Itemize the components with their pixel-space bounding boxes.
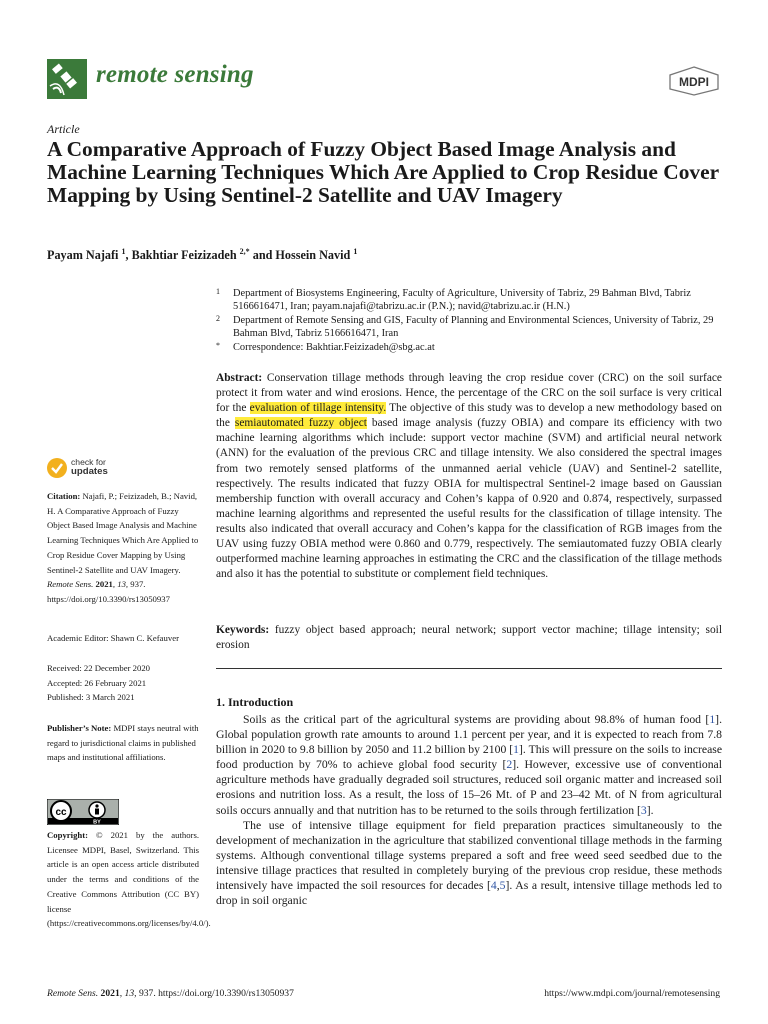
affiliation-text: Department of Biosystems Engineering, Faculty of Agriculture, University of Tabriz, 29 Bahman Blvd, Tabriz 5166616471, Iran; payam.najafi@tabrizu.ac.ir (P.N.); navid@tabrizu.ac.ir (H.N.) [233,288,691,313]
citation-label: Citation: [47,491,81,501]
footer-volume: , 13, [119,988,137,999]
copyright-notice [47,828,211,931]
paragraph-text: Soils as the critical part of the agricultural systems are providing about 98.8% of human food [ [243,713,710,726]
copyright-label: Copyright: [47,830,89,840]
reference-link[interactable]: 5 [499,879,506,893]
author-affil-mark: 1 [121,247,126,256]
check-updates-line1: check for [71,457,106,467]
author-affil-mark: 1 [353,247,358,256]
keywords-text: fuzzy object based approach; neural network; support vector machine; tillage intensity; soil erosion [216,624,722,652]
citation-volume: , 13, [112,579,129,590]
svg-text:cc: cc [55,807,67,818]
citation-text: Najafi, P.; Feizizadeh, B.; Navid, H. A Comparative Approach of Fuzzy Object Based Image Analysis and Machine Learning Techniques Which Are Applied to Crop Residue Cover Mapping by Using Sentinel-2 Satellite and UAV Imagery. [47,491,199,575]
academic-editor: Academic Editor: Shawn C. Kefauver [47,633,179,643]
publisher-note-label: Publisher’s Note: [47,723,112,733]
copyright-text: © 2021 by the authors. Licensee MDPI, Basel, Switzerland. This article is an open access article distributed under the terms and conditions of the Creative Commons Attribution (CC BY) license (https://creativecommons.org/licenses/by/4.0/). [47,830,211,929]
footer-journal-url[interactable]: https://www.mdpi.com/journal/remotesensing [544,988,720,999]
article-title: A Comparative Approach of Fuzzy Object Based Image Analysis and Machine Learning Techniques Which Are Applied to Crop Residue Cover Mapping by Using Sentinel-2 Satellite and UAV Imagery [47,137,719,207]
publication-dates [47,661,199,705]
affiliation-text: Department of Remote Sensing and GIS, Faculty of Planning and Environmental Sciences, University of Tabriz, 29 Bahman Blvd, Tabriz 5166616471, Iran [233,314,714,340]
published-date: Published: 3 March 2021 [47,692,135,703]
reference-link[interactable]: 3 [640,803,647,817]
paragraph [216,818,722,909]
footer-citation [47,988,294,999]
citation-block [47,489,199,607]
mdpi-logo [668,66,720,96]
correspondence-text: Correspondence: Bakhtiar.Feizizadeh@sbg.ac.at [233,341,435,353]
author-name[interactable]: Bakhtiar Feizizadeh [131,248,237,263]
author-list [47,247,357,263]
check-updates-line2: updates [71,466,108,477]
received-date: Received: 22 December 2020 [47,663,151,673]
paragraph-text: ]. As a result, intensive tillage methods led to drop in soil organic [216,879,722,908]
paragraph-text: ]. Global population growth rate amounts to around 1.1 percent per year, and it is expected to reach from 7.8 billion in 2020 to 9.8 billion by 2050 and 11.2 billion by 2100 [ [216,713,722,757]
affiliation-mark: 2 [216,313,220,323]
check-updates-label [71,458,108,476]
paragraph-text: The use of intensive tillage equipment for field preparation practices simultaneously to the development of mechanization in the agriculture that stabilized conventional tillage methods in the farming systems. Although conventional tillage systems prepared a soft and free weed seed seedbed due to the intensive tillage practices that resulted in completely burying of the previous crop residue, these methods intensively have impacted the soil resources for decades [ [216,818,722,893]
reference-link[interactable]: 1 [513,743,520,757]
satellite-icon [47,59,87,99]
affiliation-item [216,341,736,354]
author-affil-mark: 2,* [239,247,250,256]
publisher-note-text: MDPI stays neutral with regard to jurisdictional claims in published maps and institutional affiliations. [47,723,199,763]
affiliation-item [216,287,736,314]
check-updates-icon [46,457,68,479]
paragraph [216,712,722,818]
abstract-text: Conservation tillage methods through leaving the crop residue cover (CRC) on the soil surface protect it from water and wind erosions. Hence, the percentage of the CRC on the soil surface is very critical for the [216,372,722,415]
abstract-label: Abstract: [216,372,263,384]
paragraph-text: ]. This will pressure on the soils to increase food production by 70% to achieve global food security [ [216,743,723,772]
section-divider [216,668,722,669]
reference-link[interactable]: 2 [506,758,513,772]
keywords [216,623,722,653]
citation-journal: Remote Sens. [47,579,94,590]
highlighted-text[interactable]: evaluation of tillage intensity. [249,402,387,415]
affiliations [216,287,736,354]
cc-by-license-icon[interactable] [47,799,119,825]
check-for-updates-button[interactable] [46,455,136,483]
publisher-name: MDPI [679,75,709,89]
reference-link[interactable]: 4 [490,879,497,893]
author-separator: and [249,248,276,263]
journal-name: remote sensing [96,61,254,88]
keywords-label: Keywords: [216,624,270,636]
section-heading: 1. Introduction [216,695,294,709]
citation-year: 2021 [93,579,113,590]
accepted-date: Accepted: 26 February 2021 [47,677,147,688]
introduction-body [216,712,722,908]
highlighted-text[interactable]: semiautomated fuzzy object [234,417,367,430]
cc-by-label: BY [93,819,101,825]
footer-doi[interactable]: 937. https://doi.org/10.3390/rs13050937 [136,988,294,999]
paragraph-text: ]. However, excessive use of conventional agriculture methods have gradually degraded soil structures, reduced soil organic matter and increased soil erosions and nutrition loss. As a result, the loss of 15–26 Mt. of P and 23–42 Mt. of N from agricultural soils occurs annually and that nutrition has to be returned to the soils through fertilization [ [216,758,722,817]
abstract [216,371,722,582]
citation-doi[interactable]: 937. https://doi.org/10.3390/rs13050937 [47,579,170,604]
author-separator: , [125,248,132,263]
paragraph-text: ]. [646,803,654,817]
affiliation-mark: 1 [216,287,220,296]
article-type: Article [47,122,80,136]
author-name[interactable]: Payam Najafi [47,248,119,263]
footer-journal: Remote Sens. [47,988,99,999]
affiliation-mark: * [216,340,220,350]
footer-year: 2021 [98,988,120,999]
author-name[interactable]: Hossein Navid [275,248,351,263]
abstract-text: The objective of this study was to develop a new methodology based on the [216,402,722,430]
affiliation-item [216,314,736,341]
abstract-text: based image analysis (fuzzy OBIA) and compare its efficiency with two machine learning algorithms which include: support vector machine (SVM) and artificial neural network (ANN) for the evaluation of the previous CRC and tillage intensity. We also considered the spectral images from two remotely sensed platforms of the unmanned aerial vehicle (UAV) and Sentinel-2 satellite, respectively. The results indicated that fuzzy OBIA for multispectral Sentinel-2 image based on Gaussian membership function with overall accuracy and Cohen’s kappa of 0.920 and 0.874, respectively, surpassed machine learning algorithms and represented the useful results for the classification of tillage intensity. The results also indicated that overall accuracy and Cohen’s kappa for the classification of RGB images from the UAV using fuzzy OBIA method were 0.860 and 0.779, respectively. The semiautomated fuzzy OBIA clearly outperformed machine learning approaches in estimating the CRC and the classification of the tillage methods and also it has the potential to substitute or complement field techniques. [216,417,723,581]
publisher-note [47,721,199,765]
paragraph-text: , [496,879,500,893]
reference-link[interactable]: 1 [709,713,716,726]
